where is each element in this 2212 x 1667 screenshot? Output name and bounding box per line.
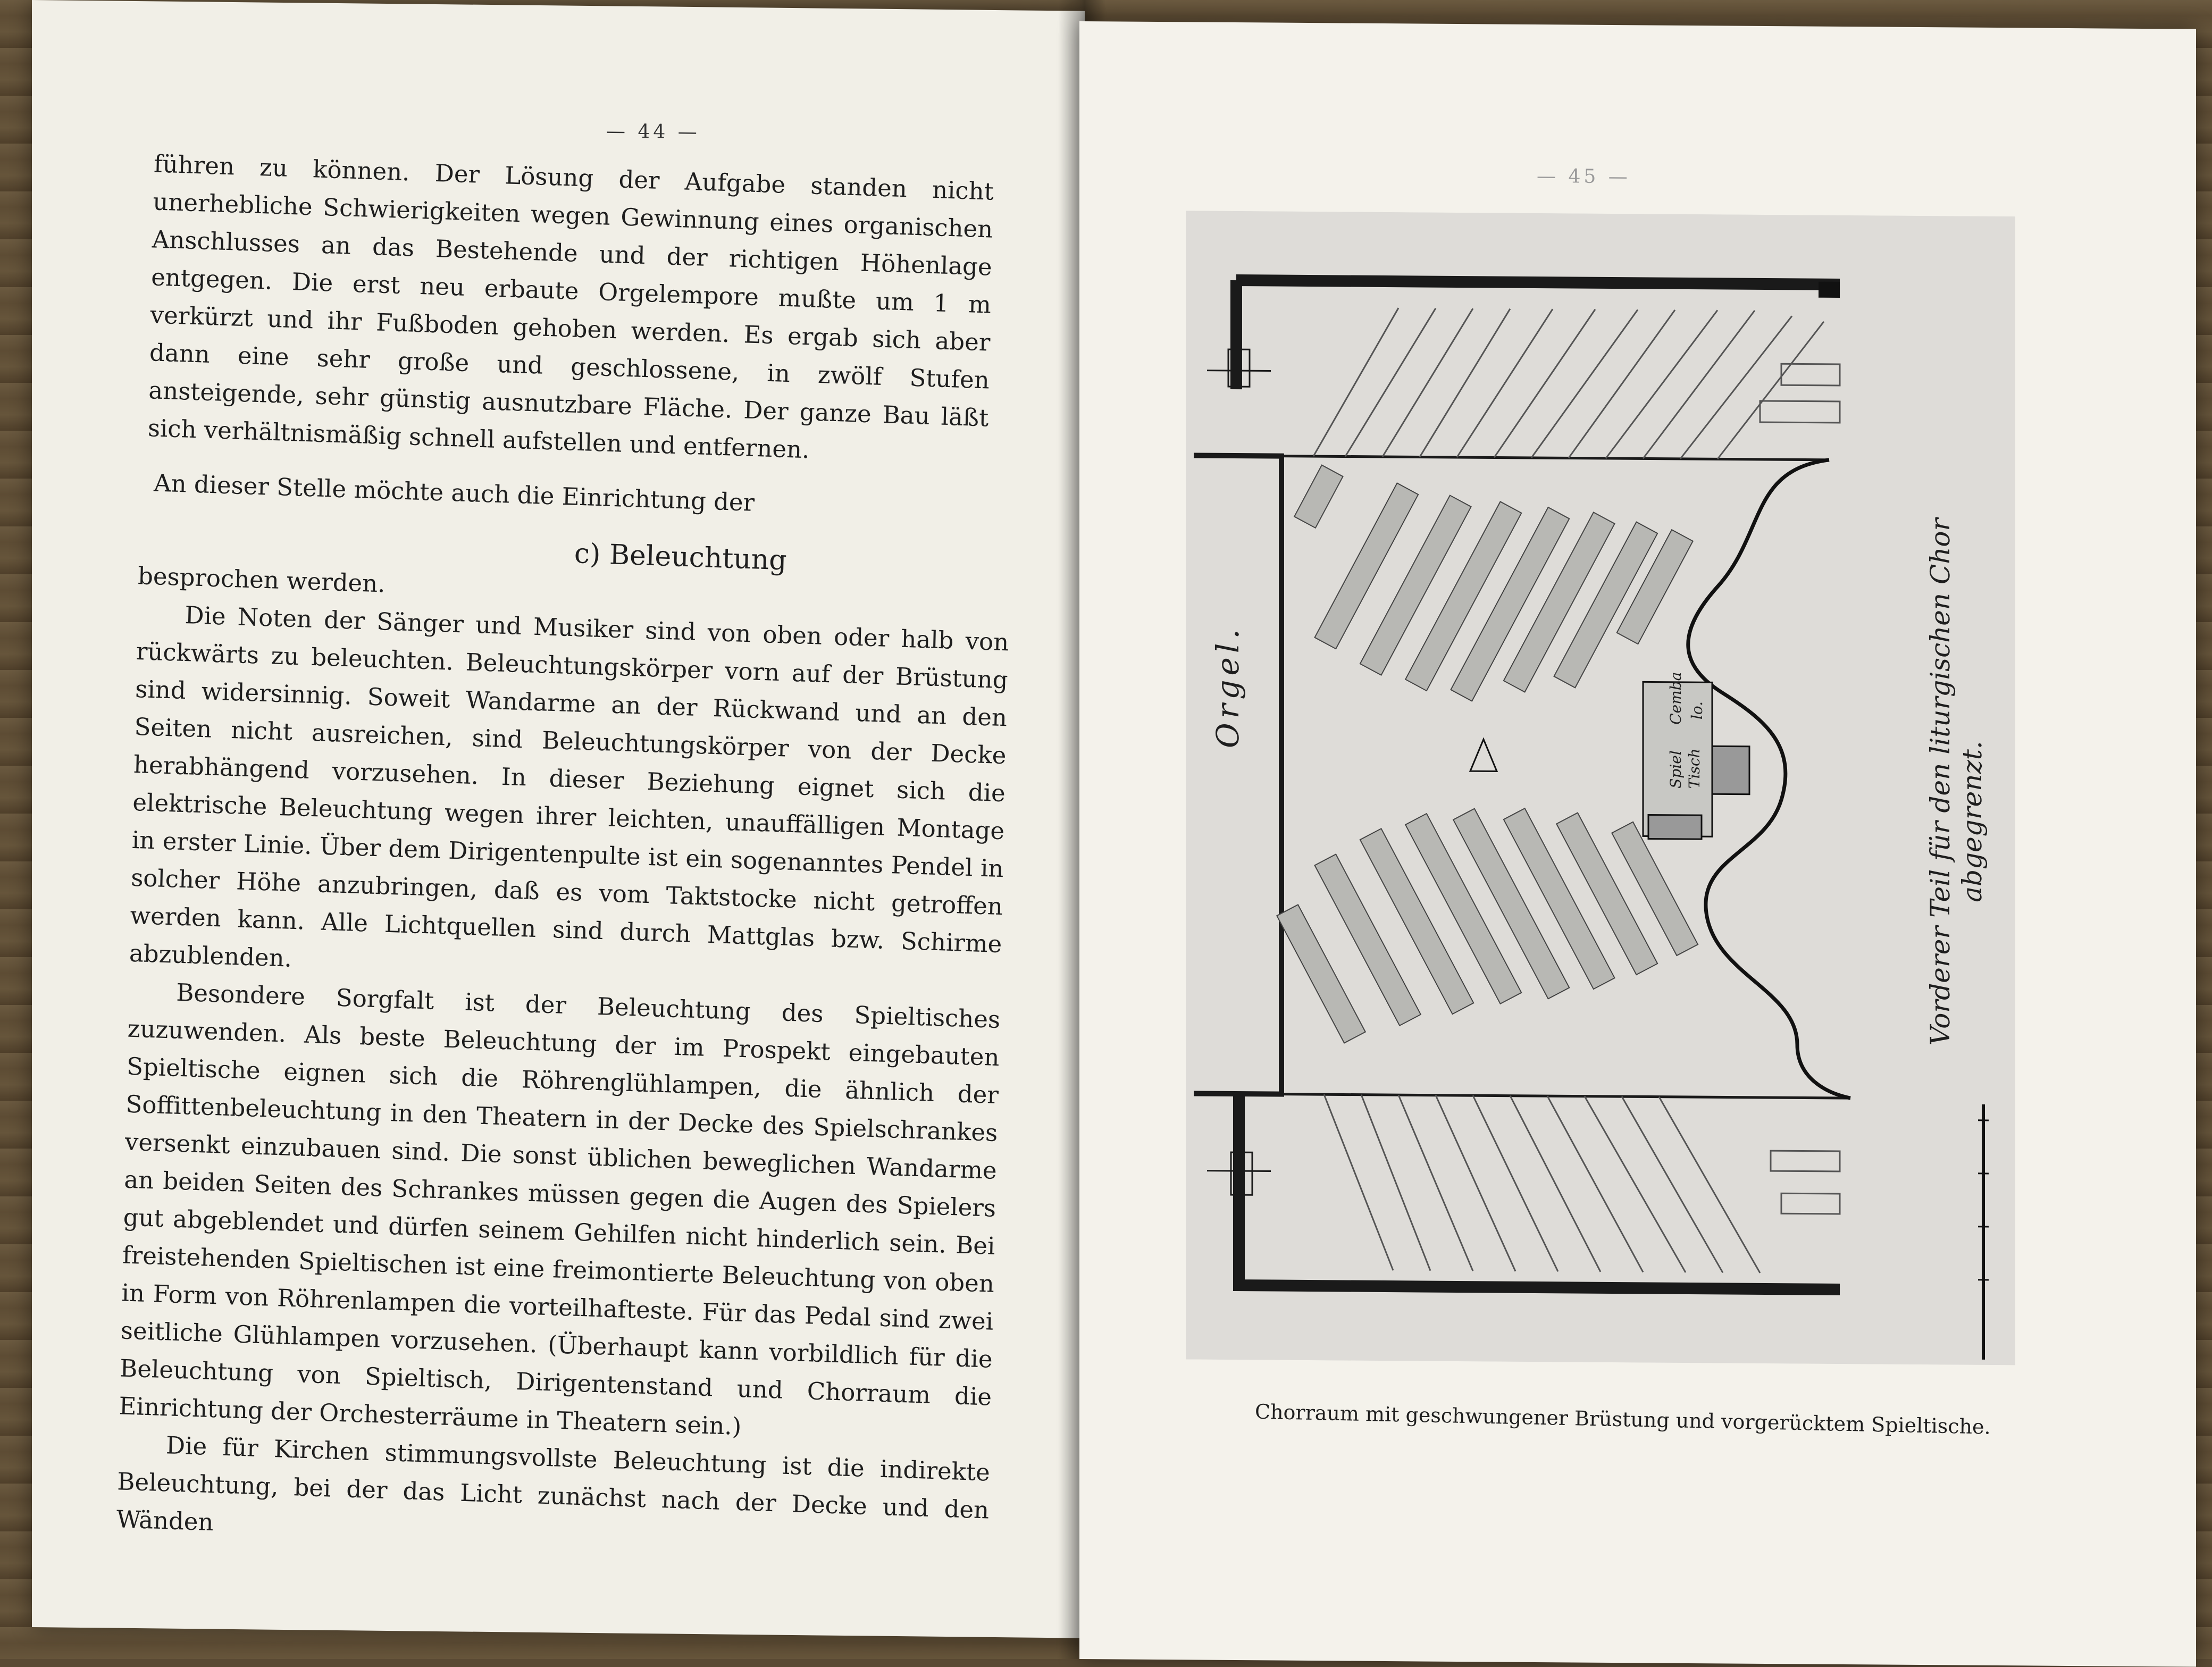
right-page xyxy=(1079,21,2196,1667)
top-paragraph: führen zu können. Der Lösung der Aufgabe standen nicht unerhebliche Schwierigkeiten wegen Gewinnung eines organischen Anschlusses an das Bestehende und der richtigen Höhenlage entgegen. Die erst neu erbaute Orgelempore mußte um 1 m verkürzt und ihr Fußboden gehoben werden. Es ergab sich aber dann eine sehr große und geschlossene, in zwölf Stufen ansteigende, sehr günstig ausnutzbare Fläche. Der ganze Bau läßt sich verhältnismäßig schnell aufstellen und entfernen. xyxy=(147,145,994,474)
top-paragraph-block xyxy=(147,145,994,474)
page-number-right: — 45 — xyxy=(1537,165,1631,188)
console-label-2: Tisch xyxy=(1686,748,1703,789)
floor-plan-drawing xyxy=(1186,211,2015,1365)
organ-label: Orgel. xyxy=(1210,625,1246,748)
body-text-block xyxy=(116,557,1010,1567)
side-note-line-2: abgegrenzt. xyxy=(1957,741,1988,902)
section-heading: c) Beleuchtung xyxy=(574,538,787,576)
cembalo-label-1: Cemba xyxy=(1667,672,1685,725)
paragraph-1: Die Noten der Sänger und Musiker sind von oben oder halb von rückwärts zu beleuchten. Beleuchtungskörper vorn auf der Brüstung sind widersinnig. Soweit Wandarme an der Rückwand und an den Seiten nicht ausreichen, sind Beleuchtungskörper von der Decke herabhängend vorzusehen. In dieser Beziehung eignet sich die elektrische Beleuchtung wegen ihrer leichten, unauffälligen Montage in erster Linie. Über dem Dirigentenpulte ist ein sogenanntes Pendel in solcher Höhe anzubringen, daß es vom Taktstocke nicht getroffen werden kann. Alle Lichtquellen sind durch Mattglas bzw. Schirme abzublenden. xyxy=(129,594,1009,1001)
intro-line: An dieser Stelle möchte auch die Einrichtung der xyxy=(153,464,994,529)
cembalo-label-2: lo. xyxy=(1688,701,1706,719)
side-note-line-1: Vorderer Teil für den liturgischen Chor xyxy=(1925,518,1956,1045)
intro-line-block xyxy=(153,464,994,529)
page-number-left: — 44 — xyxy=(606,120,700,143)
paragraph-3: Die für Kirchen stimmungsvollste Beleuchtung ist die indirekte Beleuchtung, bei der das Licht zunächst nach der Decke und den Wänden xyxy=(116,1425,990,1567)
figure-caption: Chorraum mit geschwungener Brüstung und vorgerücktem Spieltische. xyxy=(1255,1400,1991,1439)
floor-plan-figure xyxy=(1186,211,2015,1365)
left-page xyxy=(32,0,1085,1638)
console-label-1: Spiel xyxy=(1667,750,1685,789)
paragraph-2: Besondere Sorgfalt ist der Beleuchtung des Spieltisches zuzuwenden. Als beste Beleuchtung der im Prospekt eingebauten Spieltische eignen sich die Röhrenglühlampen, die ähnlich der Soffittenbeleuchtung in den Theatern in der Decke des Spielschrankes versenkt einzubauen sind. Die sonst üblichen beweglichen Wandarme an beiden Seiten des Schrankes müssen gegen die Augen des Spielers gut abgeblendet und dürfen seinem Gehilfen nicht hinderlich sein. Bei freistehenden Spieltischen ist eine freimontierte Beleuchtung von oben in Form von Röhrenlampen die vorteilhafteste. Für das Pedal sind zwei seitliche Glühlampen vorzusehen. (Überhaupt kann vorbildlich für die Beleuchtung von Spieltisch, Dirigentenstand und Chorraum die Einrichtung der Orchesterräume in Theatern sein.) xyxy=(119,972,1001,1454)
after-heading-line: besprochen werden. xyxy=(137,557,1010,623)
